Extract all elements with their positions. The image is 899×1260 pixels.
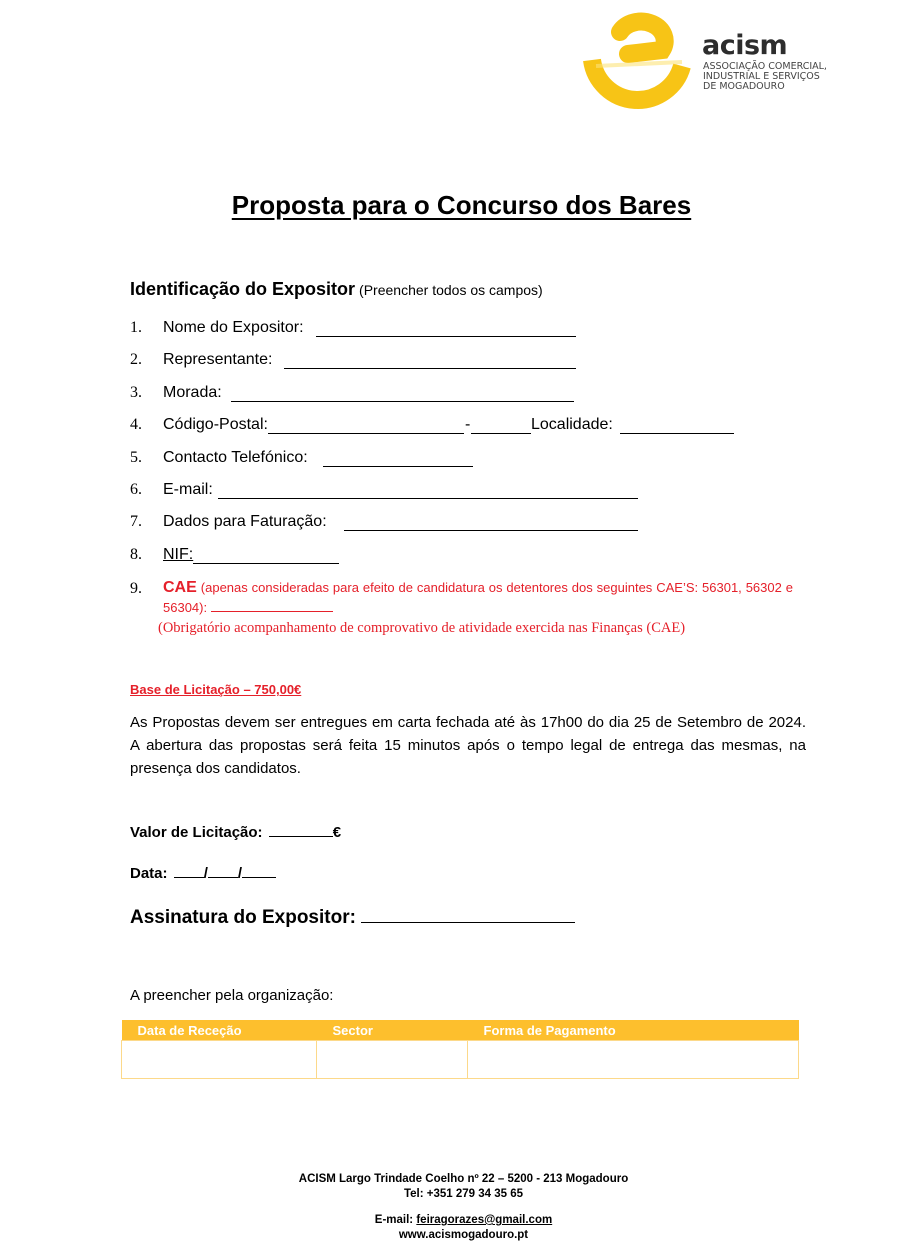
footer-phone: Tel: +351 279 34 35 65 — [403, 1188, 524, 1200]
nome-expositor-input-line[interactable] — [316, 319, 576, 337]
org-table — [121, 1020, 799, 1079]
email-input-line[interactable] — [218, 481, 638, 499]
footer-email: E-mail: feiragorazes@gmail.com — [374, 1214, 553, 1226]
nif-input-line[interactable] — [193, 546, 339, 564]
representante-input-line[interactable] — [284, 351, 576, 369]
morada-input-line[interactable] — [231, 384, 574, 402]
cae-note: (Obrigatório acompanhamento de comprovativo de atividade exercida nas Finanças (CAE) — [158, 620, 686, 636]
org-cell-data-rececao[interactable] — [122, 1041, 317, 1079]
data-month-line[interactable] — [208, 863, 238, 878]
section-note: (Preencher todos os campos) — [359, 282, 543, 298]
data-field: Data: / / — [130, 863, 276, 882]
page-title: Proposta para o Concurso dos Bares — [231, 190, 692, 220]
assinatura-input-line[interactable] — [361, 904, 575, 923]
assinatura-field: Assinatura do Expositor: — [130, 904, 575, 929]
footer-website[interactable]: www.acismogadouro.pt — [398, 1229, 529, 1241]
faturacao-input-line[interactable] — [344, 513, 638, 531]
org-label: A preencher pela organização: — [130, 987, 334, 1004]
codigo-postal-ext-input-line[interactable] — [471, 416, 531, 434]
contacto-input-line[interactable] — [323, 449, 473, 467]
org-cell-forma-pagamento[interactable] — [468, 1041, 799, 1079]
instructions-paragraph: As Propostas devem ser entregues em carta fechada até às 17h00 do dia 25 de Setembro de 2024. A abertura das propostas será feita 15 minutos após o tempo legal de entrega das mesmas, na presença dos candidatos. — [130, 714, 806, 777]
org-cell-sector[interactable] — [317, 1041, 468, 1079]
cae-text: (apenas consideradas para efeito de candidatura os detentores dos seguintes CAE’S: 56301, 56302 e 56304): — [163, 580, 793, 615]
footer-address: ACISM Largo Trindade Coelho nº 22 – 5200 - 213 Mogadouro — [298, 1173, 629, 1185]
section-heading: Identificação do Expositor (Preencher todos os campos) — [130, 279, 543, 299]
base-licitacao: Base de Licitação – 750,00€ — [130, 682, 302, 697]
org-header-forma-pagamento: Forma de Pagamento — [468, 1020, 799, 1041]
cae-label: CAE — [163, 579, 197, 596]
data-year-line[interactable] — [242, 863, 276, 878]
codigo-postal-input-line[interactable] — [268, 416, 464, 434]
logo-subtitle: ASSOCIAÇÃO COMERCIAL, INDUSTRIAL E SERVIÇOS DE MOGADOURO — [703, 61, 827, 92]
logo-name: acism — [702, 30, 788, 61]
org-header-sector: Sector — [317, 1020, 468, 1041]
localidade-input-line[interactable] — [620, 416, 734, 434]
footer-email-link[interactable]: feiragorazes@gmail.com — [416, 1214, 553, 1226]
cae-input-line[interactable] — [211, 599, 333, 612]
org-header-data-rececao: Data de Receção — [122, 1020, 317, 1041]
acism-logo-icon — [582, 10, 698, 122]
valor-licitacao: Valor de Licitação: € — [130, 824, 342, 841]
valor-input-line[interactable] — [269, 822, 333, 837]
data-day-line[interactable] — [174, 863, 204, 878]
